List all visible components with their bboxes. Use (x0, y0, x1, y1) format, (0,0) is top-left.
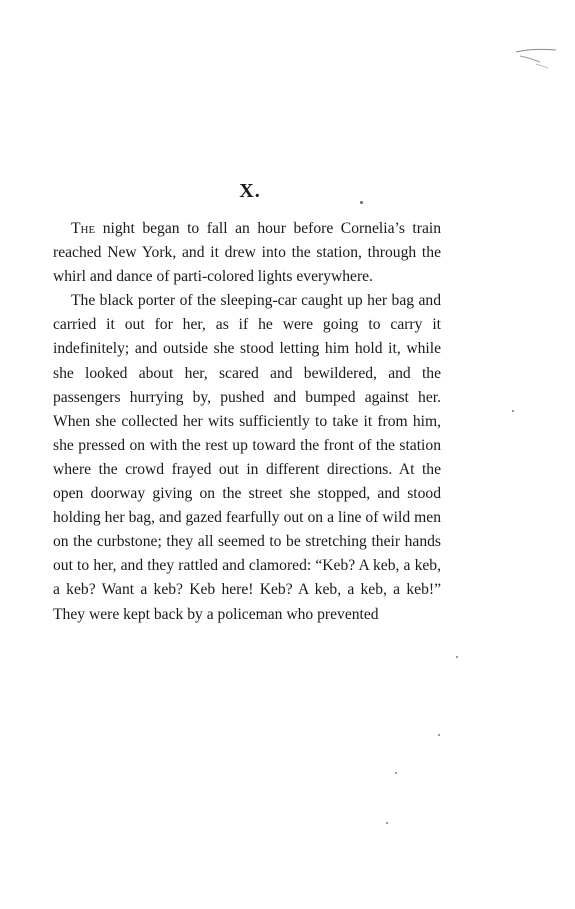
paragraph-2 (53, 289, 441, 626)
pencil-mark-icon (512, 44, 562, 74)
speck-mark (512, 410, 514, 412)
speck-mark (438, 734, 440, 736)
chapter-heading: X. (239, 180, 261, 202)
paragraph-lead-word: The (71, 220, 96, 237)
speck-mark (456, 656, 458, 658)
chapter-body (53, 217, 441, 627)
paragraph-text: The black porter of the sleeping-car caught up her bag and carried it out for her, as if he were going to carry it indefinitely; and outside she stood letting him hold it, while she looked about her, scared and bewildered, and the passengers hurrying by, pushed and bumped against her. When she collected her wits sufficiently to take it from him, she pressed on with the rest up toward the front of the station where the crowd frayed out in different directions. At the open doorway giving on the street she stopped, and stood holding her bag, and gazed fearfully out on a line of wild men on the curbstone; they all seemed to be stretching their hands out to her, and they rattled and clamored: “Keb? A keb, a keb, a keb? Want a keb? Keb here! Keb? A keb, a keb, a keb!” They were kept back by a policeman who prevented (53, 292, 441, 623)
paragraph-1 (53, 217, 441, 289)
speck-mark (386, 822, 388, 824)
speck-mark (395, 772, 397, 774)
paragraph-text: night began to fall an hour before Cornelia’s train reached New York, and it drew into the station, through the whirl and dance of parti-colored lights everywhere. (53, 220, 441, 286)
